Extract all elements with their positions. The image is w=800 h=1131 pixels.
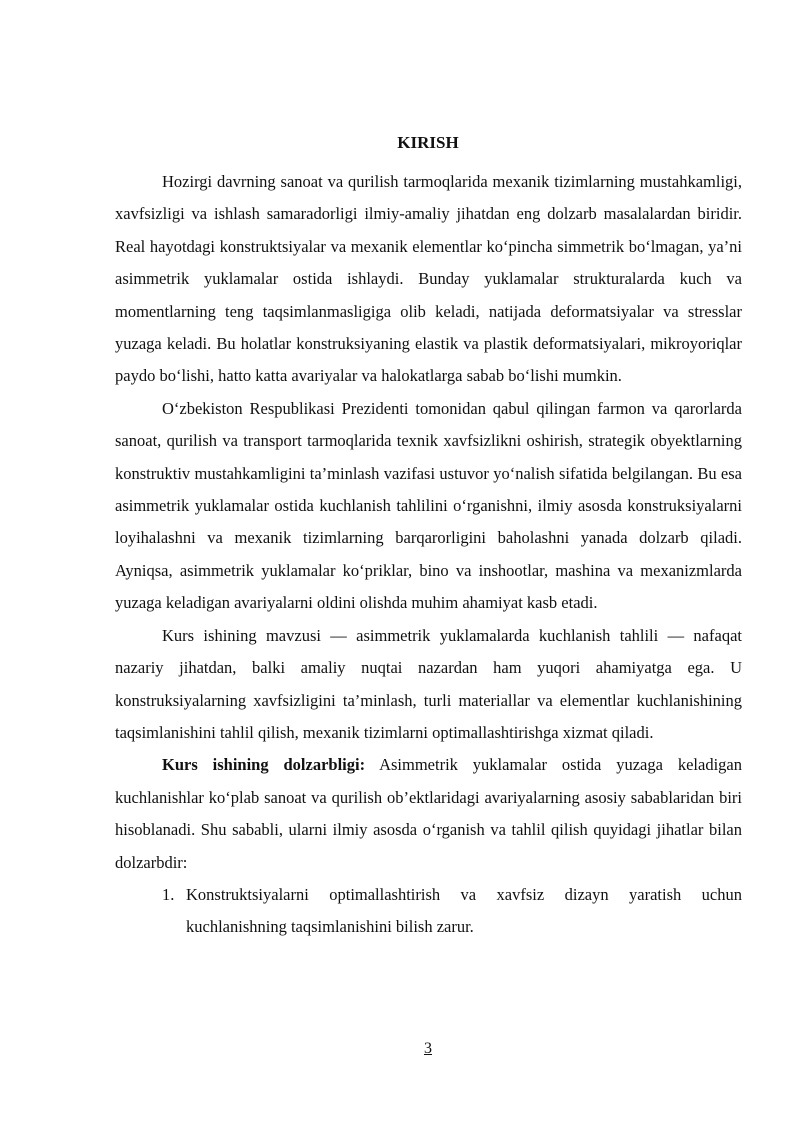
relevance-list bbox=[115, 879, 742, 944]
section-title: KIRISH bbox=[397, 133, 459, 152]
relevance-text: Asimmetrik yuklamalar ostida yuzaga keladigan kuchlanishlar ko‘plab sanoat va qurilish ob’ektlaridagi avariyalarning asosiy sabablaridan biri hisoblanadi. Shu sababli, ularni ilmiy asosda o‘rganish va tahlil qilish quyidagi jihatlar bilan dolzarbdir: bbox=[115, 755, 742, 872]
intro-paragraph-2: O‘zbekiston Respublikasi Prezidenti tomonidan qabul qilingan farmon va qarorlarda sanoat, qurilish va transport tarmoqlarida texnik xavfsizlikni oshirish, strategik obyektlarning konstruktiv mustahkamligini ta’minlash vazifasi ustuvor yo‘nalish sifatida belgilangan. Bu esa asimmetrik yuklamalar ostida kuchlanish tahlilini o‘rganishni, ilmiy asosda konstruksiyalarni loyihalashni va mexanik tizimlarning barqarorligini baholashni yanada dolzarb qiladi. Ayniqsa, asimmetrik yuklamalar ko‘priklar, bino va inshootlar, mashina va mexanizmlarda yuzaga keladigan avariyalarni oldini olishda muhim ahamiyat kasb etadi. bbox=[115, 398, 742, 613]
list-item bbox=[115, 879, 742, 944]
page-number: 3 bbox=[424, 1040, 432, 1057]
list-item-text: Konstruktsiyalarni optimallashtirish va xavfsiz dizayn yaratish uchun kuchlanishning taqsimlanishini bilish zarur. bbox=[186, 884, 742, 937]
list-item-number: 1. bbox=[162, 884, 175, 904]
intro-paragraph-3: Kurs ishining mavzusi — asimmetrik yuklamalarda kuchlanish tahlili — nafaqat nazariy jihatdan, balki amaliy nuqtai nazardan ham yuqori ahamiyatga ega. U konstruksiyalarning xavfsizligini ta’minlash, turli materiallar va elementlar kuchlanishining taqsimlanishini tahlil qilish, mexanik tizimlarni optimallashtirishga xizmat qiladi. bbox=[115, 625, 742, 742]
relevance-paragraph bbox=[115, 749, 742, 879]
document-body bbox=[115, 166, 742, 944]
intro-paragraph-1: Hozirgi davrning sanoat va qurilish tarmoqlarida mexanik tizimlarning mustahkamligi, xavfsizligi va ishlash samaradorligi ilmiy-amaliy jihatdan eng dolzarb masalalardan biridir. Real hayotdagi konstruktsiyalar va mexanik elementlar ko‘pincha simmetrik bo‘lmagan, ya’ni asimmetrik yuklamalar ostida ishlaydi. Bunday yuklamalar strukturalarda kuch va momentlarning teng taqsimlanmasligiga olib keladi, natijada deformatsiyalar va stresslar yuzaga keladi. Bu holatlar konstruksiyaning elastik va plastik deformatsiyalari, mikroyoriqlar paydo bo‘lishi, hatto katta avariyalar va halokatlarga sabab bo‘lishi mumkin. bbox=[115, 172, 742, 386]
relevance-heading: Kurs ishining dolzarbligi: bbox=[162, 755, 366, 775]
